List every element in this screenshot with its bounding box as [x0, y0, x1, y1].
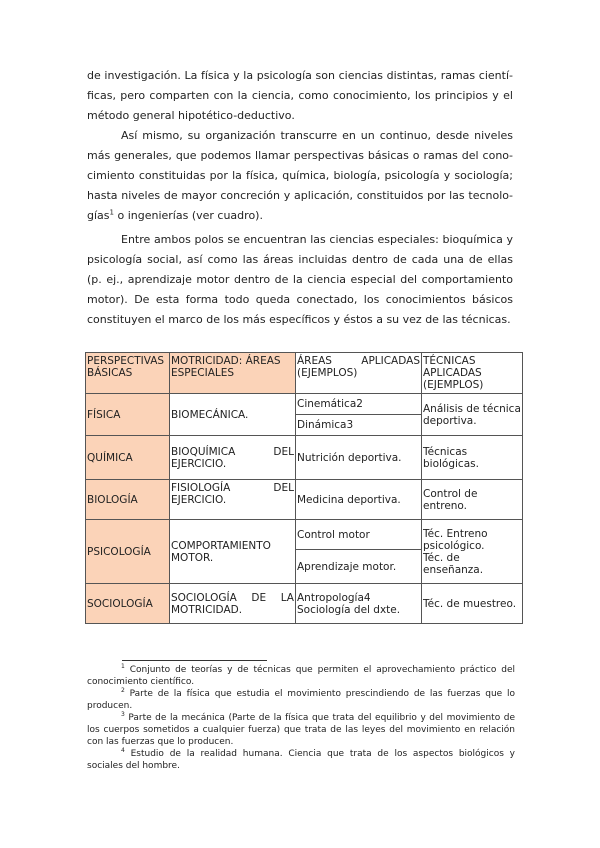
paragraph-organizacion: Así mismo, su organización transcurre en un continuo, desde niveles más generales, que podemos llamar perspectivas básicas o ramas del conocimiento constituidas por la física, química, biología, psicología y sociología; hasta niveles de mayor concreción y aplicación, constituidos por las tecnologías$^1$ o ingenierías (ver cuadro).: [87, 129, 513, 222]
cell-control-motor: Control motor: [296, 520, 422, 550]
footnote-2: $^2$ Parte de la física que estudia el movimiento prescindiendo de las fuerzas que lo producen.: [87, 687, 515, 711]
cell-fisiologia: FISIOLOGÍA DEL EJERCICIO.: [170, 480, 296, 520]
footnotes: [87, 664, 515, 772]
footnote-4: $^4$ Estudio de la realidad humana. Ciencia que trata de los aspectos biológicos y sociales del hombre.: [87, 747, 515, 771]
footnote-1: $^1$ Conjunto de teorías y de técnicas que permiten el aprovechamiento práctico del conocimiento científico.: [87, 663, 515, 687]
table-header-row: [86, 353, 523, 394]
cell-cinematica: Cinemática2: [296, 394, 422, 415]
cell-tecnicas-biologicas: Técnicas biológicas.: [422, 436, 523, 480]
table-row-fisica: [86, 394, 523, 415]
table-row-quimica: [86, 436, 523, 480]
perspectives-table: [85, 352, 523, 624]
cell-antropologia: Antropología4 Sociología del dxte.: [296, 584, 422, 624]
cell-dinamica: Dinámica3: [296, 415, 422, 436]
header-areas: ÁREAS APLICADAS (EJEMPLOS): [296, 353, 422, 394]
table-row-biologia: [86, 480, 523, 520]
header-motricidad: MOTRICIDAD: ÁREAS ESPECIALES: [170, 353, 296, 394]
footnote-ref-1: 1: [109, 208, 114, 217]
header-tecnicas: TÉCNICAS APLICADAS (EJEMPLOS): [422, 353, 523, 394]
cell-comportamiento-motor: COMPORTAMIENTO MOTOR.: [170, 520, 296, 584]
cell-psicologia: PSICOLOGÍA: [86, 520, 170, 584]
footnote-separator: [122, 660, 267, 661]
table-row-psicologia: [86, 520, 523, 550]
cell-tecnicas-psicologia: Téc. Entreno psicológico. Téc. de enseñanza.: [422, 520, 523, 584]
header-perspectivas: PERSPECTIVAS BÁSICAS: [86, 353, 170, 394]
cell-sociologia-motricidad: SOCIOLOGÍA DE LA MOTRICIDAD.: [170, 584, 296, 624]
footnote-3: $^3$ Parte de la mecánica (Parte de la física que trata del equilibrio y del movimiento de los cuerpos sometidos a cualquier fuerza) que trata de las leyes del movimiento en relación con las fuerzas que lo producen.: [87, 711, 515, 747]
paragraph-ciencias-especiales: Entre ambos polos se encuentran las ciencias especiales: bioquímica y psicología social, así como las áreas incluidas dentro de cada una de ellas (p. ej., aprendizaje motor dentro de la ciencia especial del comportamiento motor). De esta forma todo queda conectado, los conocimientos básicos constituyen el marco de los más específicos y éstos a su vez de las técnicas.: [87, 233, 513, 326]
cell-nutricion: Nutrición deportiva.: [296, 436, 422, 480]
cell-bioquimica: BIOQUÍMICA DEL EJERCICIO.: [170, 436, 296, 480]
cell-muestreo: Téc. de muestreo.: [422, 584, 523, 624]
cell-sociologia: SOCIOLOGÍA: [86, 584, 170, 624]
paragraph-investigacion: de investigación. La física y la psicología son ciencias distintas, ramas científicas, pero comparten con la ciencia, como conocimiento, los principios y el método general hipotético-deductivo.: [87, 69, 513, 122]
table-row-sociologia: [86, 584, 523, 624]
cell-quimica: QUÍMICA: [86, 436, 170, 480]
cell-fisica: FÍSICA: [86, 394, 170, 436]
cell-analisis-tecnica: Análisis de técnica deportiva.: [422, 394, 523, 436]
cell-biologia: BIOLOGÍA: [86, 480, 170, 520]
cell-aprendizaje-motor: Aprendizaje motor.: [296, 550, 422, 584]
cell-biomecanica: BIOMECÁNICA.: [170, 394, 296, 436]
cell-control-entreno: Control de entreno.: [422, 480, 523, 520]
cell-medicina: Medicina deportiva.: [296, 480, 422, 520]
